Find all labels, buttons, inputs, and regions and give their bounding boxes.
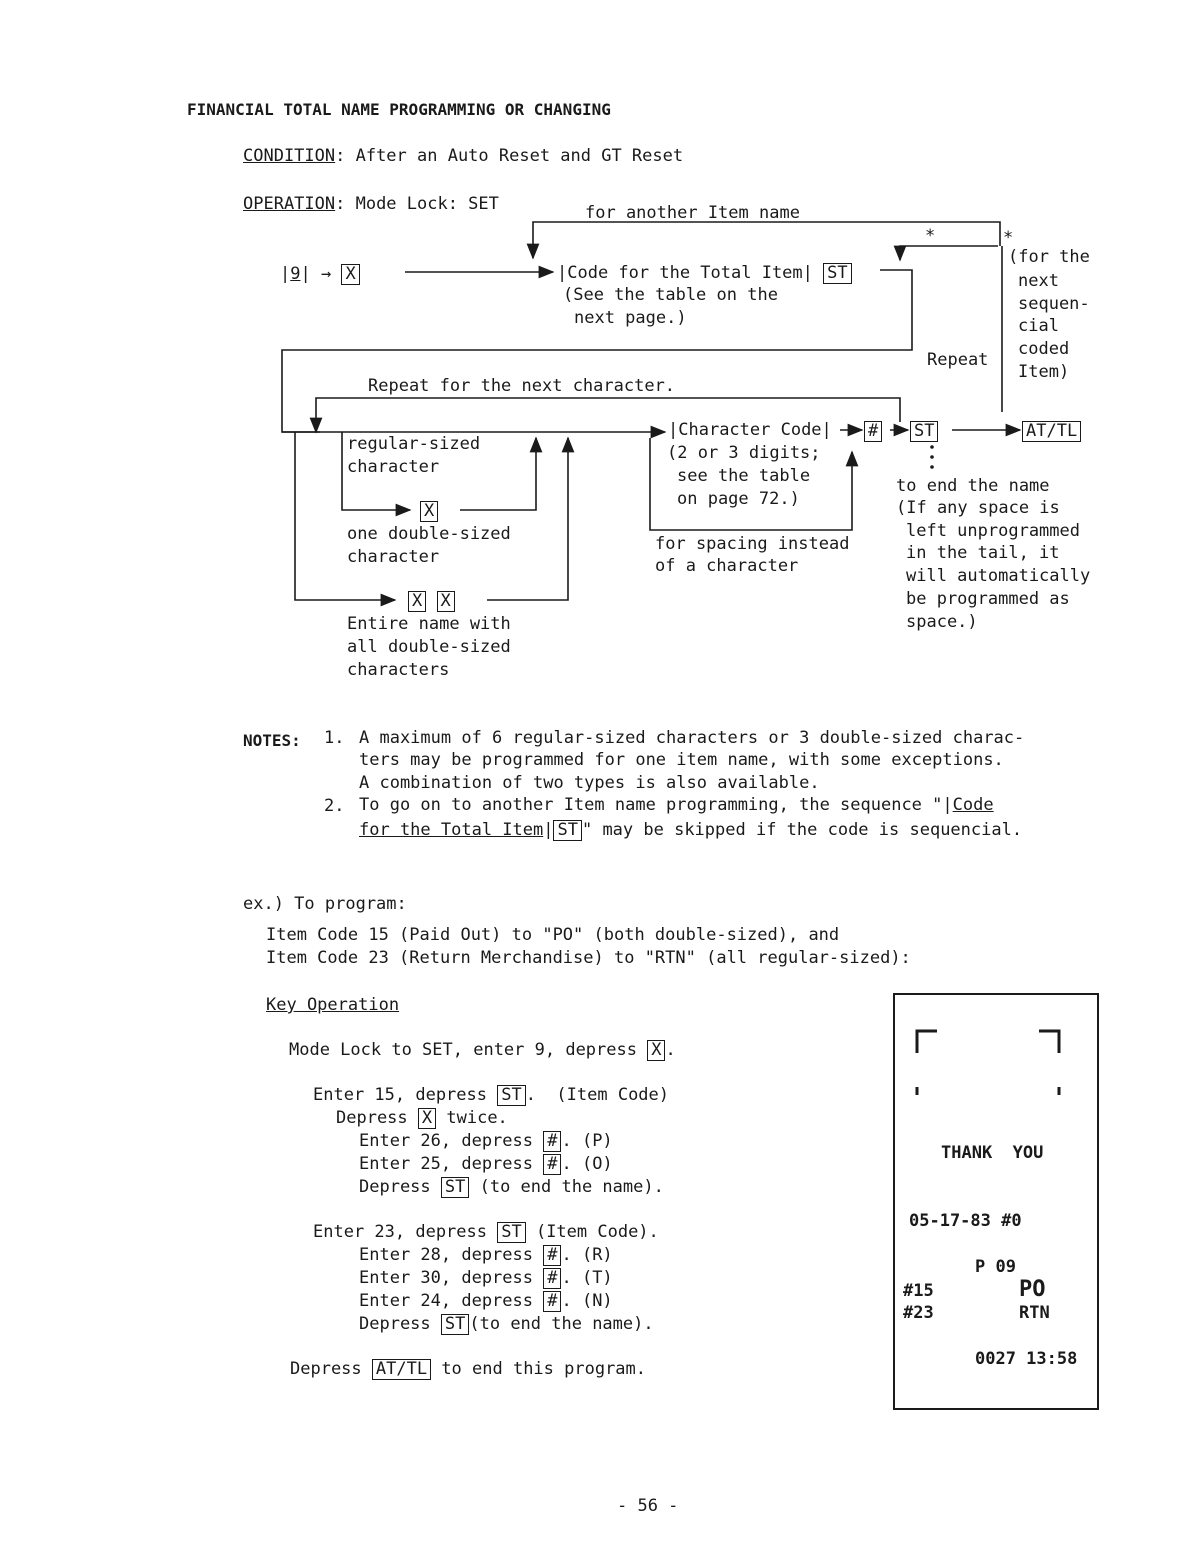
step9-text: Enter 30, depress [359, 1268, 544, 1288]
step7-end: (Item Code). [525, 1222, 659, 1242]
condition-text: : After an Auto Reset and GT Reset [335, 146, 684, 166]
repeat-next-char-label: Repeat for the next character. [368, 376, 676, 396]
double-line2: character [347, 547, 440, 567]
repeat-label: Repeat [927, 350, 989, 370]
receipt-row2-name: RTN [1019, 1303, 1050, 1323]
note2-number: 2. [324, 796, 345, 816]
step-enter-30 [359, 1268, 613, 1289]
note2-line1: To go on to another Item name programming, the sequence "|Code [359, 795, 994, 815]
st-key: ST [823, 263, 851, 284]
step-depress-x-twice [336, 1108, 508, 1129]
double-line1: one double-sized [347, 524, 511, 544]
step6-st-key: ST [441, 1177, 469, 1198]
start-key-sequence: |9| → X [280, 264, 360, 285]
step9-end: . (T) [561, 1268, 613, 1288]
page-number: - 56 - [617, 1496, 679, 1516]
step2-text: Enter 15, depress [313, 1085, 498, 1105]
step11-text: Depress [359, 1314, 441, 1334]
note2-line1-text: To go on to another Item name programming, the sequence " [359, 795, 943, 815]
step-enter-15 [313, 1085, 669, 1106]
step2-end: . (Item Code) [525, 1085, 670, 1105]
end-line1: to end the name [896, 476, 1050, 496]
end-line5: will automatically [906, 566, 1091, 586]
x-key: X [341, 264, 359, 285]
step4-text: Enter 26, depress [359, 1131, 544, 1151]
x-key-3: X [408, 591, 426, 612]
end-line2: (If any space is [896, 498, 1060, 518]
spacing-line1: for spacing instead [655, 534, 850, 554]
step3-end: twice. [436, 1108, 508, 1128]
for-next-line1: (for the [1008, 247, 1090, 267]
character-code-box: |Character Code| [668, 420, 832, 440]
receipt-row1-name: PO [1019, 1277, 1046, 1302]
step1-end: . [665, 1040, 676, 1060]
step5-hash-key: # [543, 1154, 561, 1175]
operation-label: OPERATION [243, 194, 336, 214]
step9-hash-key: # [543, 1268, 561, 1289]
note1-line1: A maximum of 6 regular-sized characters or 3 double-sized charac- [359, 728, 1025, 748]
receipt-p-line: P 09 [975, 1257, 1016, 1277]
step2-st-key: ST [497, 1085, 525, 1106]
step12-text: Depress [290, 1359, 372, 1379]
step6-text: Depress [359, 1177, 441, 1197]
spacing-line2: of a character [655, 556, 799, 576]
example-line1: Item Code 15 (Paid Out) to "PO" (both double-sized), and [266, 925, 840, 945]
step-enter-26 [359, 1131, 613, 1152]
end-line7: space.) [906, 612, 978, 632]
step11-st-key: ST [441, 1314, 469, 1335]
receipt-footer: 0027 13:58 [975, 1349, 1078, 1369]
for-next-line3: sequen- [1018, 294, 1090, 314]
end-line3: left unprogrammed [906, 521, 1080, 541]
code-total-item-label: Code for the Total Item [567, 263, 803, 283]
note2-code-word: Code [952, 795, 994, 815]
step-enter-28 [359, 1245, 613, 1266]
step6-end: (to end the name). [469, 1177, 664, 1197]
step7-st-key: ST [497, 1222, 525, 1243]
condition-label: CONDITION [243, 146, 336, 166]
step-depress-st-2 [359, 1314, 654, 1335]
loop-another-item-label: for another Item name [585, 203, 800, 223]
digits-line1: (2 or 3 digits; [667, 443, 821, 463]
step10-text: Enter 24, depress [359, 1291, 544, 1311]
note2-line2-text: " may be skipped if the code is sequencial. [581, 820, 1023, 840]
hash-key-wrap [864, 421, 882, 442]
code-total-item-box: |Code for the Total Item| ST [557, 263, 852, 284]
hash-key: # [864, 421, 882, 442]
see-table-line1: (See the table on the [563, 285, 778, 305]
star-mark: * [1003, 228, 1014, 248]
example-intro: ex.) To program: [243, 894, 407, 914]
page-title: FINANCIAL TOTAL NAME PROGRAMMING OR CHANGING [187, 100, 611, 119]
receipt-row1-code: #15 [903, 1281, 934, 1301]
receipt-printout [893, 993, 1099, 1410]
note1-line3: A combination of two types is also available. [359, 773, 820, 793]
end-line4: in the tail, it [906, 543, 1060, 563]
step11-end: (to end the name). [469, 1314, 654, 1334]
for-next-line2: next [1018, 271, 1059, 291]
step7-text: Enter 23, depress [313, 1222, 498, 1242]
step-depress-st-1 [359, 1177, 664, 1198]
step5-text: Enter 25, depress [359, 1154, 544, 1174]
example-line2: Item Code 23 (Return Merchandise) to "RTN" (all regular-sized): [266, 948, 911, 968]
flow-diagram-lines [0, 0, 1202, 720]
note1-line2: ters may be programmed for one item name, with some exceptions. [359, 750, 1004, 770]
regular-line2: character [347, 457, 440, 477]
receipt-date-line: 05-17-83 #0 [909, 1211, 1022, 1231]
step3-text: Depress [336, 1108, 418, 1128]
x-key-4: X [437, 591, 455, 612]
step-enter-23 [313, 1222, 659, 1243]
step4-end: . (P) [561, 1131, 613, 1151]
character-code-label: Character Code [678, 420, 822, 440]
step-enter-24 [359, 1291, 613, 1312]
receipt-thank-you: THANK YOU [941, 1143, 1044, 1163]
note2-total-item: for the Total Item [359, 820, 544, 840]
step4-hash-key: # [543, 1131, 561, 1152]
step8-hash-key: # [543, 1245, 561, 1266]
step12-end: to end this program. [431, 1359, 647, 1379]
entire-line3: characters [347, 660, 450, 680]
x-key-2: X [420, 501, 438, 522]
entire-line2: all double-sized [347, 637, 511, 657]
st-key-2: ST [910, 421, 938, 442]
for-next-line4: cial [1018, 316, 1059, 336]
operation-text: : Mode Lock: SET [335, 194, 499, 214]
for-next-line6: Item) [1018, 362, 1070, 382]
note2-st-key: ST [553, 820, 581, 841]
st-key-2-wrap [910, 421, 938, 442]
step-enter-25 [359, 1154, 613, 1175]
step8-text: Enter 28, depress [359, 1245, 544, 1265]
step3-x-key: X [418, 1108, 436, 1129]
attl-key: AT/TL [1022, 421, 1081, 442]
xx-keys [408, 591, 455, 612]
digit-9: 9 [290, 264, 301, 284]
step8-end: . (R) [561, 1245, 613, 1265]
entire-line1: Entire name with [347, 614, 511, 634]
step1-text: Mode Lock to SET, enter 9, depress [289, 1040, 648, 1060]
step10-end: . (N) [561, 1291, 613, 1311]
key-operation-title: Key Operation [266, 995, 400, 1015]
note1-number: 1. [324, 728, 345, 748]
x-key-2-wrap [420, 501, 438, 522]
step-mode-lock [289, 1040, 676, 1061]
digits-line3: on page 72.) [677, 489, 800, 509]
see-table-line2: next page.) [574, 308, 687, 328]
for-next-line5: coded [1018, 339, 1070, 359]
end-line6: be programmed as [906, 589, 1070, 609]
regular-line1: regular-sized [347, 434, 481, 454]
step12-attl-key: AT/TL [372, 1359, 431, 1380]
step1-x-key: X [647, 1040, 665, 1061]
step10-hash-key: # [543, 1291, 561, 1312]
receipt-logo-frame [895, 995, 1097, 1095]
digits-line2: see the table [677, 466, 811, 486]
step5-end: . (O) [561, 1154, 613, 1174]
star-mark-loop: * [925, 226, 936, 246]
step-depress-attl [290, 1359, 646, 1380]
note2-line2: for the Total Item| ST " may be skipped if the code is sequencial. [359, 820, 1023, 840]
attl-key-wrap [1022, 421, 1081, 442]
notes-label: NOTES: [243, 731, 301, 750]
receipt-row2-code: #23 [903, 1303, 934, 1323]
